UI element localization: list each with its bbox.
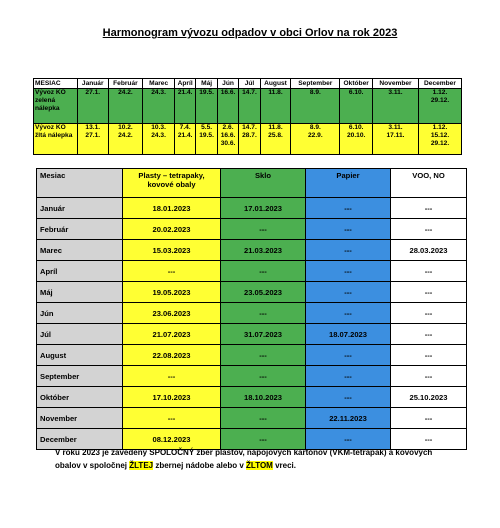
collection-date-cell: --- (123, 408, 221, 429)
collection-date-cell: 18.01.2023 (123, 198, 221, 219)
collection-date-cell: --- (306, 219, 391, 240)
collection-table (36, 168, 467, 450)
schedule-date-cell: 1.12. 29.12. (418, 89, 461, 124)
collection-date-cell: --- (391, 282, 467, 303)
collection-date-cell: 15.03.2023 (123, 240, 221, 261)
collection-row (37, 219, 467, 240)
schedule-date-cell: 8.9. (291, 89, 340, 124)
collection-row (37, 198, 467, 219)
month-cell: August (37, 345, 123, 366)
collection-header-row (37, 169, 467, 198)
collection-row (37, 324, 467, 345)
schedule-date-cell: 5.5. 19.5. (196, 124, 217, 155)
schedule-row-label: Vývoz KO žltá nálepka (34, 124, 78, 155)
month-cell: Apríl (37, 261, 123, 282)
collection-date-cell: 22.11.2023 (306, 408, 391, 429)
collection-date-cell: 23.05.2023 (221, 282, 306, 303)
schedule-date-cell: 27.1. (77, 89, 108, 124)
collection-date-cell: 23.06.2023 (123, 303, 221, 324)
schedule-header-cell: November (373, 79, 419, 89)
month-cell: Január (37, 198, 123, 219)
page-title: Harmonogram vývozu odpadov v obci Orlov na rok 2023 (102, 27, 398, 39)
note-text-3: vreci. (272, 461, 296, 470)
collection-date-cell: --- (306, 198, 391, 219)
collection-date-cell: 28.03.2023 (391, 240, 467, 261)
schedule-date-cell: 7.4. 21.4. (174, 124, 195, 155)
collection-row (37, 282, 467, 303)
schedule-header-cell: December (418, 79, 461, 89)
note-highlight-yellow-bag: ŽLTOM (246, 461, 273, 470)
collection-date-cell: --- (391, 429, 467, 450)
schedule-date-cell: 10.3. 24.3. (143, 124, 175, 155)
collection-date-cell: --- (306, 240, 391, 261)
collection-row (37, 387, 467, 408)
month-cell: Júl (37, 324, 123, 345)
collection-date-cell: 20.02.2023 (123, 219, 221, 240)
month-cell: Február (37, 219, 123, 240)
schedule-row-yellow (34, 124, 462, 155)
month-cell: Jún (37, 303, 123, 324)
collection-row (37, 408, 467, 429)
collection-date-cell: --- (391, 219, 467, 240)
schedule-header-cell: September (291, 79, 340, 89)
collection-date-cell: --- (306, 366, 391, 387)
schedule-header-cell: Február (108, 79, 143, 89)
schedule-header-cell: Apríl (174, 79, 195, 89)
schedule-header-cell: Júl (239, 79, 260, 89)
note-text-2: zbernej nádobe alebo v (153, 461, 247, 470)
collection-date-cell: 31.07.2023 (221, 324, 306, 345)
collection-date-cell: --- (391, 261, 467, 282)
collection-row (37, 303, 467, 324)
collection-header-cell: Mesiac (37, 169, 123, 198)
schedule-header-cell: August (260, 79, 291, 89)
schedule-header-cell: Jún (217, 79, 238, 89)
schedule-date-cell: 24.2. (108, 89, 143, 124)
collection-date-cell: --- (391, 366, 467, 387)
collection-date-cell: --- (221, 429, 306, 450)
month-cell: Október (37, 387, 123, 408)
collection-date-cell: --- (306, 261, 391, 282)
collection-row (37, 240, 467, 261)
collection-header-cell: Papier (306, 169, 391, 198)
schedule-header-cell: Október (340, 79, 373, 89)
schedule-date-cell: 14.7. (239, 89, 260, 124)
schedule-header-cell: Marec (143, 79, 175, 89)
schedule-date-cell: 6.10. (340, 89, 373, 124)
month-cell: December (37, 429, 123, 450)
collection-date-cell: --- (306, 303, 391, 324)
collection-row (37, 366, 467, 387)
schedule-date-cell: 14.7. 28.7. (239, 124, 260, 155)
collection-date-cell: 08.12.2023 (123, 429, 221, 450)
month-cell: Marec (37, 240, 123, 261)
collection-date-cell: 18.07.2023 (306, 324, 391, 345)
schedule-date-cell: 11.8. 25.8. (260, 124, 291, 155)
schedule-date-cell: 3.11. (373, 89, 419, 124)
month-cell: November (37, 408, 123, 429)
schedule-date-cell: 21.4. (174, 89, 195, 124)
month-cell: Máj (37, 282, 123, 303)
schedule-date-cell: 19.5. (196, 89, 217, 124)
schedule-header-cell: Január (77, 79, 108, 89)
collection-date-cell: 17.10.2023 (123, 387, 221, 408)
collection-date-cell: --- (306, 429, 391, 450)
schedule-date-cell: 24.3. (143, 89, 175, 124)
collection-date-cell: --- (221, 345, 306, 366)
collection-header-cell: Sklo (221, 169, 306, 198)
month-cell: September (37, 366, 123, 387)
collection-date-cell: 19.05.2023 (123, 282, 221, 303)
schedule-date-cell: 6.10. 20.10. (340, 124, 373, 155)
collection-date-cell: --- (306, 282, 391, 303)
collection-date-cell: --- (306, 345, 391, 366)
collection-date-cell: --- (391, 408, 467, 429)
collection-date-cell: --- (391, 345, 467, 366)
collection-date-cell: --- (123, 261, 221, 282)
collection-date-cell: 21.03.2023 (221, 240, 306, 261)
schedule-date-cell: 13.1. 27.1. (77, 124, 108, 155)
collection-date-cell: --- (391, 198, 467, 219)
collection-date-cell: --- (391, 303, 467, 324)
schedule-header-cell: Máj (196, 79, 217, 89)
collection-header-cell: Plasty – tetrapaky, kovové obaly (123, 169, 221, 198)
collection-date-cell: --- (221, 408, 306, 429)
schedule-row-label: Vývoz KO zelená nálepka (34, 89, 78, 124)
schedule-date-cell: 3.11. 17.11. (373, 124, 419, 155)
collection-date-cell: --- (221, 261, 306, 282)
collection-date-cell: 18.10.2023 (221, 387, 306, 408)
collection-date-cell: --- (221, 366, 306, 387)
collection-date-cell: 22.08.2023 (123, 345, 221, 366)
schedule-header-cell: MESIAC (34, 79, 78, 89)
schedule-table (33, 78, 462, 155)
schedule-header-row (34, 79, 462, 89)
collection-date-cell: --- (306, 387, 391, 408)
schedule-date-cell: 2.6. 16.6. 30.6. (217, 124, 238, 155)
collection-header-cell: VOO, NO (391, 169, 467, 198)
collection-row (37, 345, 467, 366)
schedule-date-cell: 8.9. 22.9. (291, 124, 340, 155)
schedule-date-cell: 1.12. 15.12. 29.12. (418, 124, 461, 155)
info-note (55, 446, 450, 472)
collection-date-cell: 21.07.2023 (123, 324, 221, 345)
collection-row (37, 261, 467, 282)
collection-date-cell: --- (123, 366, 221, 387)
collection-date-cell: --- (221, 219, 306, 240)
collection-date-cell: --- (221, 303, 306, 324)
schedule-date-cell: 10.2. 24.2. (108, 124, 143, 155)
note-text-1: V roku 2023 je zavedený SPOLOČNÝ zber plastov, nápojových kartónov (VKM-tetrapak) a kovových obalov v spoločnej (55, 448, 433, 470)
collection-date-cell: --- (391, 324, 467, 345)
collection-date-cell: 17.01.2023 (221, 198, 306, 219)
schedule-row-green (34, 89, 462, 124)
collection-date-cell: 25.10.2023 (391, 387, 467, 408)
schedule-date-cell: 11.8. (260, 89, 291, 124)
schedule-date-cell: 16.6. (217, 89, 238, 124)
note-highlight-yellow-bin: ŽLTEJ (129, 461, 154, 470)
